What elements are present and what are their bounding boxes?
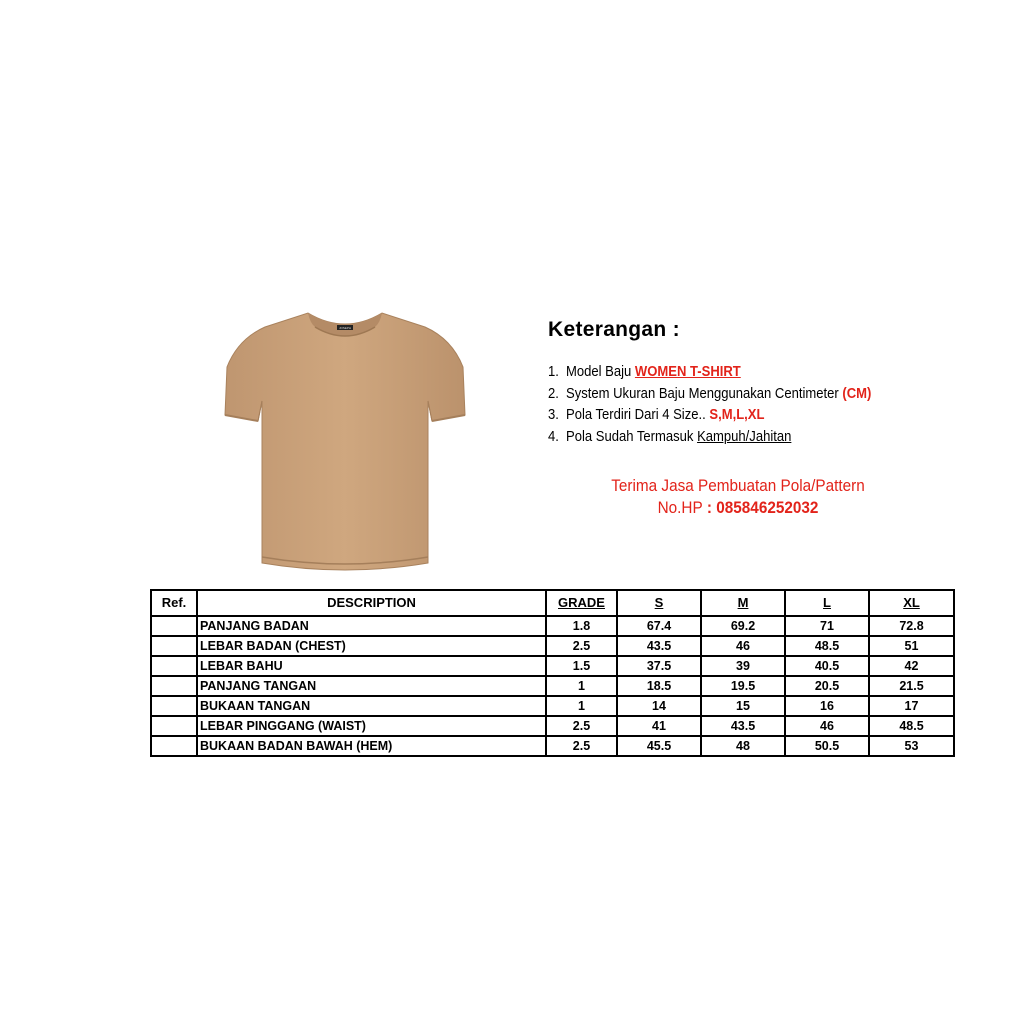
service-offer: Terima Jasa Pembuatan Pola/Pattern — [611, 476, 865, 495]
cell-size-m: 15 — [701, 696, 785, 716]
cell-size-l: 46 — [785, 716, 869, 736]
cell-size-xl: 21.5 — [869, 676, 954, 696]
cell-size-xl: 51 — [869, 636, 954, 656]
cell-ref — [151, 616, 197, 636]
cell-description: PANJANG BADAN — [197, 616, 546, 636]
cell-size-xl: 72.8 — [869, 616, 954, 636]
cell-size-m: 43.5 — [701, 716, 785, 736]
header-size-xl: XL — [869, 590, 954, 616]
cell-size-m: 39 — [701, 656, 785, 676]
cell-ref — [151, 716, 197, 736]
cell-ref — [151, 696, 197, 716]
cell-size-l: 16 — [785, 696, 869, 716]
table-row — [151, 696, 954, 716]
phone-line — [567, 497, 909, 519]
contact-section — [548, 475, 928, 519]
cell-description: LEBAR BADAN (CHEST) — [197, 636, 546, 656]
phone-number: 085846252032 — [716, 498, 819, 517]
cell-grade: 2.5 — [546, 716, 617, 736]
cell-description: LEBAR PINGGANG (WAIST) — [197, 716, 546, 736]
cell-description: BUKAAN BADAN BAWAH (HEM) — [197, 736, 546, 756]
note-text: Model Baju — [566, 364, 635, 380]
table-header-row — [151, 590, 954, 616]
cell-grade: 1 — [546, 696, 617, 716]
cell-description: PANJANG TANGAN — [197, 676, 546, 696]
cell-size-s: 18.5 — [617, 676, 701, 696]
cell-size-l: 50.5 — [785, 736, 869, 756]
header-description: DESCRIPTION — [197, 590, 546, 616]
table-row — [151, 616, 954, 636]
cell-ref — [151, 676, 197, 696]
size-chart-table — [150, 589, 955, 757]
note-item — [548, 427, 944, 449]
cell-size-s: 14 — [617, 696, 701, 716]
note-number: 3. — [548, 407, 559, 423]
cell-size-s: 41 — [617, 716, 701, 736]
cell-grade: 1.5 — [546, 656, 617, 676]
cell-size-xl: 48.5 — [869, 716, 954, 736]
cell-grade: 2.5 — [546, 636, 617, 656]
cell-size-l: 20.5 — [785, 676, 869, 696]
cell-size-m: 46 — [701, 636, 785, 656]
cell-grade: 2.5 — [546, 736, 617, 756]
note-number: 2. — [548, 385, 559, 402]
table-row — [151, 716, 954, 736]
cell-size-l: 48.5 — [785, 636, 869, 656]
cell-ref — [151, 656, 197, 676]
table-row — [151, 636, 954, 656]
note-item — [548, 362, 944, 384]
cell-size-s: 45.5 — [617, 736, 701, 756]
cell-size-m: 19.5 — [701, 676, 785, 696]
note-number: 4. — [548, 428, 559, 445]
note-highlight: S,M,L,XL — [709, 407, 765, 423]
header-size-l: L — [785, 590, 869, 616]
cell-size-s: 43.5 — [617, 636, 701, 656]
note-item — [548, 384, 944, 406]
cell-size-s: 67.4 — [617, 616, 701, 636]
cell-description: BUKAAN TANGAN — [197, 696, 546, 716]
cell-size-s: 37.5 — [617, 656, 701, 676]
header-size-s: S — [617, 590, 701, 616]
header-size-m: M — [701, 590, 785, 616]
cell-size-l: 40.5 — [785, 656, 869, 676]
cell-size-xl: 42 — [869, 656, 954, 676]
table-row — [151, 676, 954, 696]
phone-separator: : — [702, 498, 717, 517]
note-text: Pola Sudah Termasuk — [566, 428, 698, 445]
info-section — [548, 318, 988, 448]
info-title: Keterangan : — [548, 318, 680, 341]
tshirt-icon — [220, 305, 470, 575]
note-highlight: WOMEN T-SHIRT — [634, 364, 741, 380]
note-suffix: Kampuh/Jahitan — [697, 428, 792, 445]
cell-size-l: 71 — [785, 616, 869, 636]
header-grade: GRADE — [546, 590, 617, 616]
table-row — [151, 656, 954, 676]
note-item — [548, 405, 944, 427]
cell-ref — [151, 736, 197, 756]
note-highlight: (CM) — [842, 385, 872, 402]
product-image — [220, 305, 470, 575]
cell-size-xl: 53 — [869, 736, 954, 756]
note-number: 1. — [548, 364, 559, 380]
phone-label: No.HP — [657, 498, 703, 517]
cell-size-xl: 17 — [869, 696, 954, 716]
neck-label: JOSEPH — [338, 326, 352, 330]
cell-size-m: 48 — [701, 736, 785, 756]
notes-list — [548, 362, 988, 448]
note-text: System Ukuran Baju Menggunakan Centimeter — [566, 385, 843, 402]
table-row — [151, 736, 954, 756]
cell-ref — [151, 636, 197, 656]
header-ref: Ref. — [151, 590, 197, 616]
table-body — [151, 616, 954, 756]
cell-size-m: 69.2 — [701, 616, 785, 636]
cell-description: LEBAR BAHU — [197, 656, 546, 676]
note-text: Pola Terdiri Dari 4 Size.. — [566, 407, 710, 423]
cell-grade: 1 — [546, 676, 617, 696]
cell-grade: 1.8 — [546, 616, 617, 636]
